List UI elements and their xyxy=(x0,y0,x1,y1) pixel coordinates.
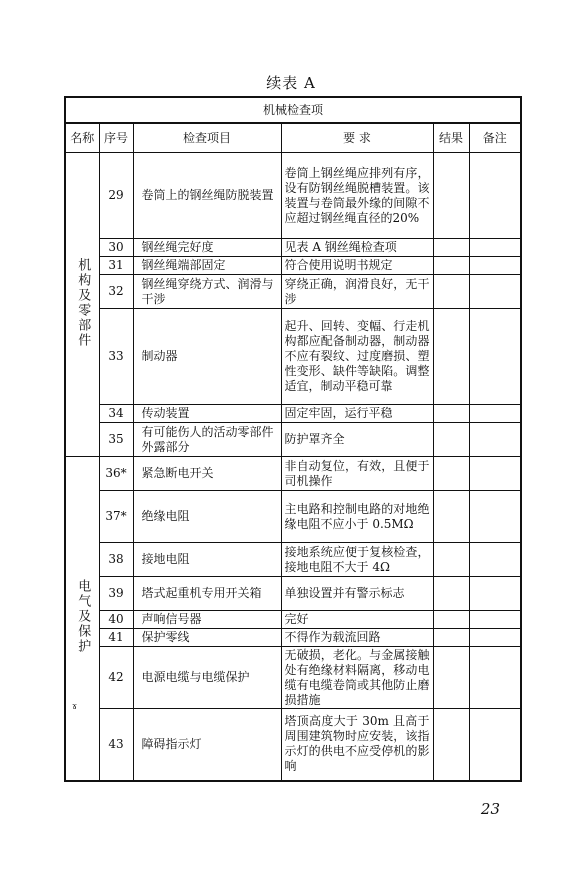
table-row xyxy=(65,577,521,611)
header-item: 检查项目 xyxy=(133,123,281,153)
row-item: 有可能伤人的活动零部件外露部分 xyxy=(133,423,281,457)
margin-mark: ɤ xyxy=(72,702,78,712)
row-note xyxy=(469,629,521,647)
row-number: 42 xyxy=(99,647,133,709)
table-row xyxy=(65,275,521,309)
table-row xyxy=(65,629,521,647)
row-number: 33 xyxy=(99,309,133,405)
table-banner: 机械检查项 xyxy=(65,97,521,123)
row-requirement: 完好 xyxy=(281,611,433,629)
table-banner-row xyxy=(65,97,521,123)
table-row xyxy=(65,709,521,781)
row-note xyxy=(469,647,521,709)
row-requirement: 单独设置并有警示标志 xyxy=(281,577,433,611)
row-requirement: 不得作为载流回路 xyxy=(281,629,433,647)
row-result xyxy=(433,543,469,577)
row-note xyxy=(469,239,521,257)
row-item: 障碍指示灯 xyxy=(133,709,281,781)
row-result xyxy=(433,309,469,405)
row-result xyxy=(433,457,469,491)
row-item: 钢丝绳端部固定 xyxy=(133,257,281,275)
row-result xyxy=(433,611,469,629)
row-number: 32 xyxy=(99,275,133,309)
table-header-row xyxy=(65,123,521,153)
table-row xyxy=(65,153,521,239)
table-row xyxy=(65,647,521,709)
inspection-table xyxy=(64,96,522,782)
row-number: 37* xyxy=(99,491,133,543)
row-requirement: 非自动复位，有效，且便于司机操作 xyxy=(281,457,433,491)
row-item: 电源电缆与电缆保护 xyxy=(133,647,281,709)
row-number: 30 xyxy=(99,239,133,257)
row-note xyxy=(469,611,521,629)
row-note xyxy=(469,405,521,423)
row-result xyxy=(433,405,469,423)
group-electrical xyxy=(65,457,99,781)
row-item: 塔式起重机专用开关箱 xyxy=(133,577,281,611)
row-requirement: 主电路和控制电路的对地绝缘电阻不应小于 0.5MΩ xyxy=(281,491,433,543)
row-item: 钢丝绳穿绕方式、润滑与干涉 xyxy=(133,275,281,309)
group-label: 机构及零部件 xyxy=(75,257,91,348)
row-result xyxy=(433,629,469,647)
row-number: 43 xyxy=(99,709,133,781)
row-result xyxy=(433,647,469,709)
header-note: 备注 xyxy=(469,123,521,153)
row-result xyxy=(433,491,469,543)
row-item: 绝缘电阻 xyxy=(133,491,281,543)
header-req: 要 求 xyxy=(281,123,433,153)
table-row xyxy=(65,457,521,491)
row-requirement: 卷筒上钢丝绳应排列有序，设有防钢丝绳脱槽装置。该装置与卷筒最外缘的间隙不应超过钢丝绳直径的20% xyxy=(281,153,433,239)
row-number: 39 xyxy=(99,577,133,611)
row-requirement: 见表 A 钢丝绳检查项 xyxy=(281,239,433,257)
row-requirement: 防护罩齐全 xyxy=(281,423,433,457)
page-number: 23 xyxy=(480,800,500,818)
row-note xyxy=(469,709,521,781)
row-result xyxy=(433,257,469,275)
table-row xyxy=(65,309,521,405)
row-item: 接地电阻 xyxy=(133,543,281,577)
row-item: 传动装置 xyxy=(133,405,281,423)
header-result: 结果 xyxy=(433,123,469,153)
group-mechanism xyxy=(65,153,99,457)
row-note xyxy=(469,309,521,405)
row-result xyxy=(433,423,469,457)
table-row xyxy=(65,611,521,629)
row-result xyxy=(433,275,469,309)
row-requirement: 穿绕正确，润滑良好，无干涉 xyxy=(281,275,433,309)
row-result xyxy=(433,153,469,239)
row-number: 34 xyxy=(99,405,133,423)
row-requirement: 符合使用说明书规定 xyxy=(281,257,433,275)
header-seq: 序号 xyxy=(99,123,133,153)
row-result xyxy=(433,577,469,611)
row-note xyxy=(469,153,521,239)
row-note xyxy=(469,457,521,491)
row-requirement: 接地系统应便于复核检查，接地电阻不大于 4Ω xyxy=(281,543,433,577)
row-result xyxy=(433,239,469,257)
row-number: 36* xyxy=(99,457,133,491)
row-requirement: 固定牢固，运行平稳 xyxy=(281,405,433,423)
table-row xyxy=(65,239,521,257)
row-result xyxy=(433,709,469,781)
row-note xyxy=(469,543,521,577)
table-row xyxy=(65,257,521,275)
row-number: 29 xyxy=(99,153,133,239)
table-row xyxy=(65,543,521,577)
row-item: 制动器 xyxy=(133,309,281,405)
row-number: 31 xyxy=(99,257,133,275)
row-requirement: 无破损，老化。与金属接触处有绝缘材料隔离，移动电缆有电缆卷筒或其他防止磨损措施 xyxy=(281,647,433,709)
table-row xyxy=(65,423,521,457)
row-number: 40 xyxy=(99,611,133,629)
row-note xyxy=(469,257,521,275)
row-requirement: 塔顶高度大于 30m 且高于周围建筑物时应安装，该指示灯的供电不应受停机的影响 xyxy=(281,709,433,781)
row-note xyxy=(469,577,521,611)
row-requirement: 起升、回转、变幅、行走机构都应配备制动器，制动器不应有裂纹、过度磨损、塑性变形、缺件等缺陷。调整适宜，制动平稳可靠 xyxy=(281,309,433,405)
row-note xyxy=(469,275,521,309)
row-item: 保护零线 xyxy=(133,629,281,647)
table-caption: 续表 A xyxy=(266,74,316,92)
header-name: 名称 xyxy=(65,123,99,153)
row-item: 声响信号器 xyxy=(133,611,281,629)
row-note xyxy=(469,491,521,543)
table-row xyxy=(65,491,521,543)
row-item: 钢丝绳完好度 xyxy=(133,239,281,257)
table-row xyxy=(65,405,521,423)
row-item: 紧急断电开关 xyxy=(133,457,281,491)
row-number: 38 xyxy=(99,543,133,577)
row-number: 35 xyxy=(99,423,133,457)
table-body xyxy=(65,153,521,781)
row-item: 卷筒上的钢丝绳防脱装置 xyxy=(133,153,281,239)
row-number: 41 xyxy=(99,629,133,647)
row-note xyxy=(469,423,521,457)
group-label: 电气及保护 xyxy=(75,578,91,654)
